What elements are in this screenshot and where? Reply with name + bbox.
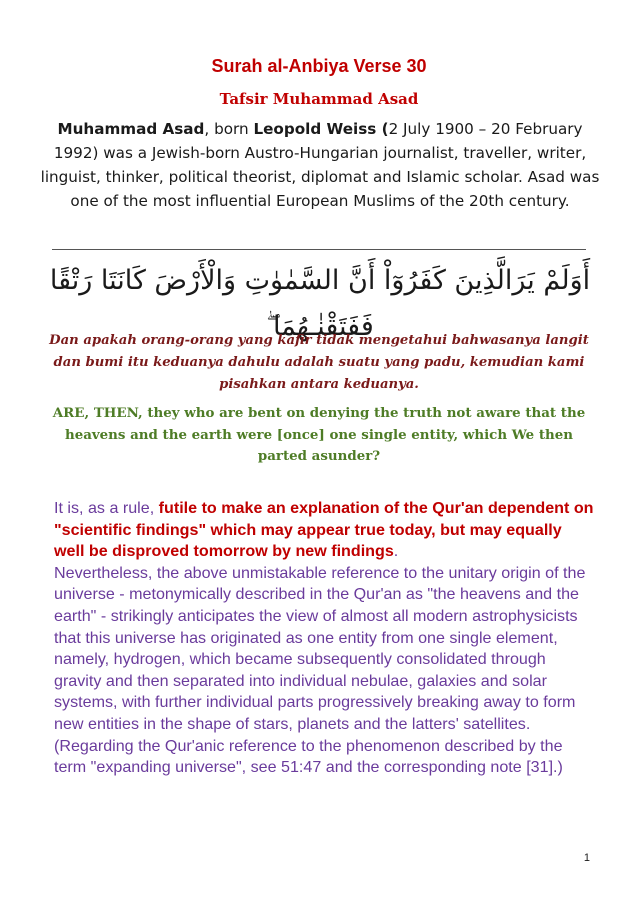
- commentary-highlight: futile to make an explanation of the Qur'an dependent on "scientific findings" which may appear true today, but may equally well be disproved tomorrow by new findings: [54, 499, 594, 561]
- commentary: [54, 498, 594, 779]
- page-title: Surah al-Anbiya Verse 30: [211, 56, 427, 76]
- author-birth-name: Leopold Weiss (: [253, 120, 389, 138]
- commentary-body: Nevertheless, the above unmistakable reference to the unitary origin of the universe - metonymically described in the Qur'an as "the heavens and the earth" - strikingly anticipates the view of almost all modern astrophysicists that this universe has originated as one entity from one single element, namely, hydrogen, which became subsequently consolidated through gravity and then separated into individual nebulae, galaxies and solar systems, with further individual parts progressively breaking away to form new entities in the shape of stars, planets and the latters' satellites. (Regarding the Qur'anic reference to the phenomenon described by the term "expanding universe", see 51:47 and the corresponding note [31].): [54, 563, 586, 777]
- author-name: Muhammad Asad: [57, 120, 205, 138]
- bio-text-2: 2 July 1900 – 20 February 1992) was a Jewish-born Austro-Hungarian journalist, traveller, writer, linguist, thinker, political theorist, diplomat and Islamic scholar. Asad was one of the most influential European Muslims of the 20th century.: [40, 120, 600, 210]
- page-number: 1: [583, 852, 590, 864]
- commentary-period: .: [393, 542, 399, 561]
- author-bio: [34, 117, 606, 213]
- english-translation: ARE, THEN, they who are bent on denying the truth not aware that the heavens and the earth were [once] one single entity, which We then parted asunder?: [52, 405, 586, 464]
- indonesian-translation: Dan apakah orang-orang yang kafir tidak mengetahui bahwasanya langit dan bumi itu keduanya dahulu adalah suatu yang padu, kemudian kami pisahkan antara keduanya.: [49, 333, 589, 392]
- divider: [52, 249, 586, 250]
- arabic-verse: أَوَلَمْ يَرَالَّذِينَ كَفَرُوٓاْ أَنَّ السَّمٰوٰتِ وَالْأَرْضَ كَانَتَا رَتْقًا فَفَتَقْنٰـهُمَا ۖ: [49, 265, 591, 342]
- commentary-lead: It is, as a rule,: [54, 499, 159, 517]
- page-subtitle: Tafsir Muhammad Asad: [219, 90, 419, 108]
- bio-text-1: , born: [204, 120, 254, 138]
